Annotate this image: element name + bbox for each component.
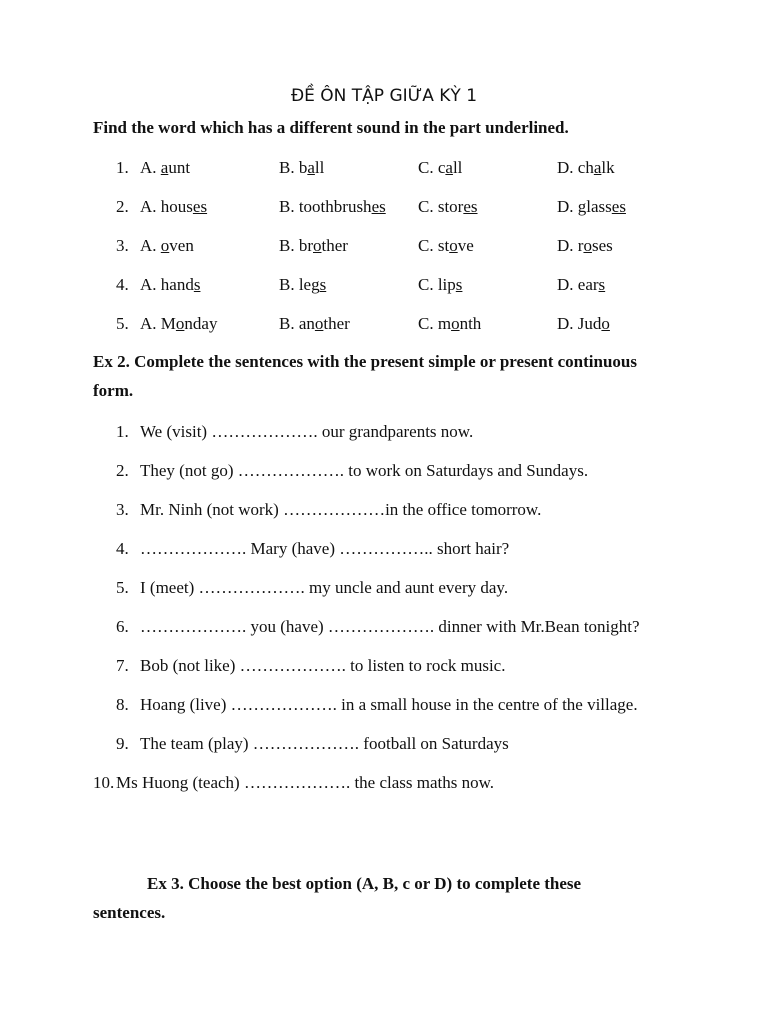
sentence-text: ………………. you (have) ………………. dinner with Mr.Bean tonight? (140, 617, 640, 636)
option-suffix: ven (169, 236, 194, 255)
underlined-part: es (463, 197, 478, 216)
sentence-number: 10. (93, 773, 115, 792)
page-title: ĐỀ ÔN TẬP GIỮA KỲ 1 (290, 86, 478, 106)
option-prefix: C. stor (418, 197, 464, 216)
underlined-part: o (601, 314, 610, 333)
sentence-text: Ms Huong (teach) ………………. the class maths now. (116, 773, 495, 792)
answer-option (279, 274, 326, 296)
answer-option (557, 157, 615, 179)
sentence-number: 6. (116, 617, 129, 636)
option-prefix: C. m (418, 314, 452, 333)
option-prefix: D. Jud (557, 314, 602, 333)
answer-option (557, 235, 613, 257)
option-prefix: C. c (418, 158, 446, 177)
option-suffix: nth (459, 314, 482, 333)
question-number: 1. (116, 158, 129, 177)
option-suffix: lk (601, 158, 615, 177)
sentence-number: 7. (116, 656, 129, 675)
exercise-2-heading-line-1: Ex 2. Complete the sentences with the present simple or present continuous (93, 352, 637, 371)
sentence-text: We (visit) ………………. our grandparents now. (140, 422, 474, 441)
exercise-1-heading: Find the word which has a different sound in the part underlined. (93, 118, 569, 137)
option-suffix: ve (457, 236, 474, 255)
underlined-part: s (319, 275, 327, 294)
option-suffix: ll (314, 158, 325, 177)
answer-option (140, 196, 207, 218)
answer-option (418, 157, 462, 179)
underlined-part: o (449, 236, 458, 255)
underlined-part: es (192, 197, 208, 216)
question-number: 3. (116, 236, 129, 255)
sentence-number: 9. (116, 734, 129, 753)
sentence-text: The team (play) ………………. football on Saturdays (140, 734, 509, 753)
exercise-3-heading-line-2: sentences. (93, 903, 166, 922)
underlined-part: o (313, 236, 322, 255)
sentence-row (0, 421, 768, 443)
exercise-2-heading-line-2: form. (93, 381, 134, 400)
question-number: 4. (116, 275, 129, 294)
sentence-number: 5. (116, 578, 129, 597)
sentence-text: Bob (not like) ………………. to listen to rock music. (140, 656, 506, 675)
option-prefix: A. (140, 158, 161, 177)
underlined-part: o (175, 314, 185, 333)
question-row (0, 274, 768, 296)
underlined-part: es (371, 197, 386, 216)
sentence-number: 4. (116, 539, 129, 558)
question-row (0, 235, 768, 257)
answer-option (557, 196, 626, 218)
option-prefix: C. st (418, 236, 450, 255)
option-prefix: D. r (557, 236, 584, 255)
option-prefix: B. br (279, 236, 313, 255)
option-suffix: ther (321, 236, 348, 255)
option-prefix: C. lip (418, 275, 456, 294)
underlined-part: s (455, 275, 463, 294)
option-prefix: B. leg (279, 275, 320, 294)
sentence-row (0, 460, 768, 482)
answer-option (279, 157, 324, 179)
option-suffix: nday (184, 314, 218, 333)
answer-option (418, 313, 481, 335)
sentence-row (0, 577, 768, 599)
option-suffix: ther (323, 314, 350, 333)
underlined-part: a (593, 158, 602, 177)
option-prefix: A. hand (140, 275, 194, 294)
underlined-part: o (451, 314, 460, 333)
underlined-part: a (445, 158, 453, 177)
underlined-part: s (598, 275, 606, 294)
exercise-3-heading-line-1: Ex 3. Choose the best option (A, B, c or D) to complete these (147, 874, 582, 893)
sentence-row (0, 694, 768, 716)
option-suffix: ll (452, 158, 463, 177)
option-prefix: A. M (140, 314, 176, 333)
sentence-row (0, 499, 768, 521)
answer-option (140, 313, 217, 335)
underlined-part: o (160, 236, 170, 255)
sentence-text: Mr. Ninh (not work) ………………in the office tomorrow. (140, 500, 542, 519)
sentence-text: They (not go) ………………. to work on Saturdays and Sundays. (140, 461, 589, 480)
answer-option (418, 196, 478, 218)
question-row (0, 196, 768, 218)
question-row (0, 313, 768, 335)
underlined-part: a (160, 158, 169, 177)
option-suffix: unt (168, 158, 191, 177)
option-prefix: B. toothbrush (279, 197, 372, 216)
sentence-row (0, 772, 768, 794)
sentence-number: 1. (116, 422, 129, 441)
answer-option (140, 274, 200, 296)
underlined-part: a (307, 158, 315, 177)
option-prefix: B. an (279, 314, 315, 333)
sentence-row (0, 733, 768, 755)
answer-option (557, 313, 610, 335)
sentence-number: 2. (116, 461, 129, 480)
underlined-part: s (193, 275, 201, 294)
sentence-text: Hoang (live) ………………. in a small house in the centre of the village. (140, 695, 638, 714)
question-number: 5. (116, 314, 129, 333)
option-suffix: ses (591, 236, 613, 255)
option-prefix: B. b (279, 158, 308, 177)
option-prefix: D. glass (557, 197, 612, 216)
underlined-part: es (611, 197, 626, 216)
option-prefix: A. hous (140, 197, 193, 216)
answer-option (140, 157, 190, 179)
option-prefix: D. ch (557, 158, 594, 177)
sentence-row (0, 655, 768, 677)
sentence-number: 3. (116, 500, 129, 519)
underlined-part: o (314, 314, 324, 333)
answer-option (140, 235, 194, 257)
underlined-part: o (583, 236, 592, 255)
sentence-text: ………………. Mary (have) …………….. short hair? (140, 539, 510, 558)
answer-option (279, 313, 350, 335)
answer-option (557, 274, 605, 296)
question-row (0, 157, 768, 179)
sentence-row (0, 538, 768, 560)
sentence-text: I (meet) ………………. my uncle and aunt every day. (140, 578, 509, 597)
answer-option (418, 235, 474, 257)
answer-option (279, 196, 386, 218)
sentence-row (0, 616, 768, 638)
question-number: 2. (116, 197, 129, 216)
option-prefix: A. (140, 236, 161, 255)
answer-option (279, 235, 348, 257)
answer-option (418, 274, 462, 296)
sentence-number: 8. (116, 695, 129, 714)
option-prefix: D. ear (557, 275, 599, 294)
